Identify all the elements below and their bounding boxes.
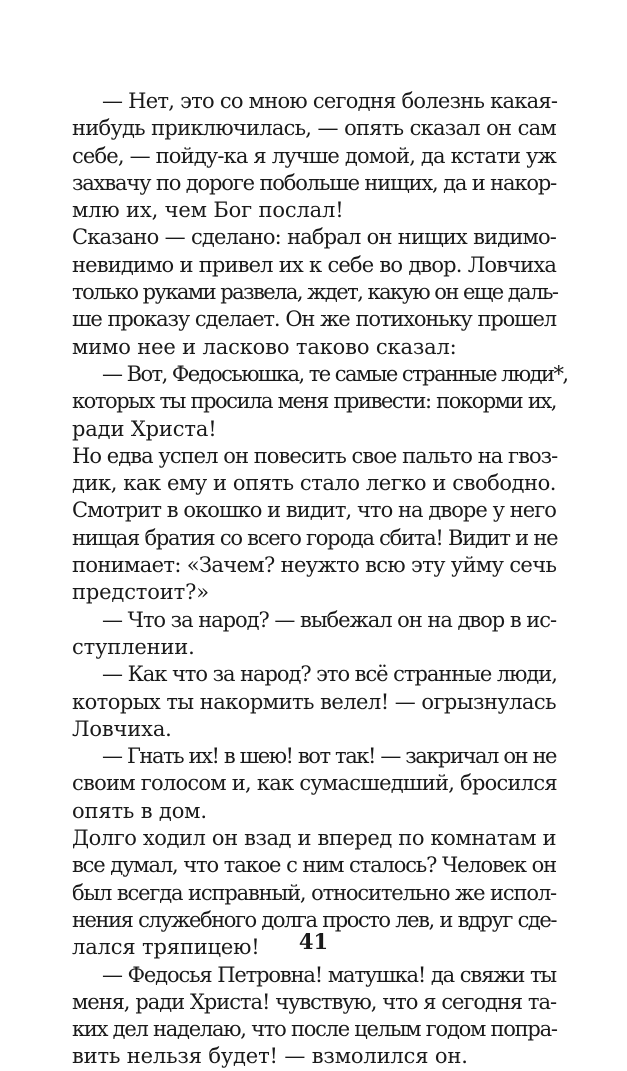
text-line: нищая братия со всего города сбита! Видит и не <box>72 525 558 550</box>
text-line: Ловчиха. <box>72 716 172 741</box>
text-line: мимо нее и ласково таково сказал: <box>72 334 457 359</box>
text-line: только руками развела, ждет, какую он еще даль- <box>72 280 558 305</box>
text-line: ради Христа! <box>72 416 217 441</box>
text-line: Смотрит в окошко и видит, что на дворе у него <box>72 498 556 523</box>
text-line: — Федосья Петровна! матушка! да свяжи ты <box>102 962 556 987</box>
text-line: млю их, чем Бог послал! <box>72 198 344 223</box>
text-line: меня, ради Христа! чувствую, что я сегодня та- <box>72 989 556 1014</box>
text-line: нения служебного долга просто лев, и вдруг сде- <box>72 907 556 932</box>
text-line: опять в дом. <box>72 798 207 823</box>
text-line: Сказано — сделано: набрал он нищих видимо- <box>72 225 556 250</box>
text-line: ше проказу сделает. Он же потихоньку прошел <box>72 307 556 332</box>
text-line: которых ты просила меня привести: покорми их, <box>72 389 556 414</box>
text-line: своим голосом и, как сумасшедший, бросился <box>72 771 557 796</box>
text-line: Долго ходил он взад и вперед по комнатам и <box>72 826 556 851</box>
text-line: вить нельзя будет! — взмолился он. <box>72 1044 468 1069</box>
text-line: — Нет, это со мною сегодня болезнь какая- <box>102 89 558 113</box>
text-line: невидимо и привел их к себе во двор. Ловчиха <box>72 252 556 277</box>
text-line: — Как что за народ? это всё странные люди, <box>102 662 557 687</box>
text-line: все думал, что такое с ним сталось? Человек он <box>72 853 556 878</box>
text-line: — Что за народ? — выбежал он на двор в ис- <box>102 607 556 632</box>
body-text <box>72 88 568 1071</box>
text-line: захвачу по дороге побольше нищих, да и накор- <box>72 170 557 195</box>
text-line: ступлении. <box>72 634 195 659</box>
text-line: — Вот, Федосьюшка, те самые странные люди*, <box>102 361 568 386</box>
text-line: понимает: «Зачем? неужто всю эту уйму сечь <box>72 553 557 578</box>
text-line: был всегда исправный, относительно же испол- <box>72 880 556 905</box>
text-line: лался тряпицею! <box>72 935 260 960</box>
text-line: Но едва успел он повесить свое пальто на гвоз- <box>72 443 558 468</box>
text-line: ких дел наделаю, что после целым годом попра- <box>72 1017 557 1042</box>
text-line: себе, — пойду-ка я лучше домой, да кстати уж <box>72 143 556 168</box>
text-line: предстоит?» <box>72 580 209 605</box>
page-number: 41 <box>298 929 329 954</box>
text-line: — Гнать их! в шею! вот так! — закричал он не <box>102 744 556 769</box>
text-line: нибудь приключилась, — опять сказал он сам <box>72 116 556 141</box>
text-line: которых ты накормить велел! — огрызнулась <box>72 689 556 714</box>
text-line: дик, как ему и опять стало легко и свободно. <box>72 471 556 496</box>
